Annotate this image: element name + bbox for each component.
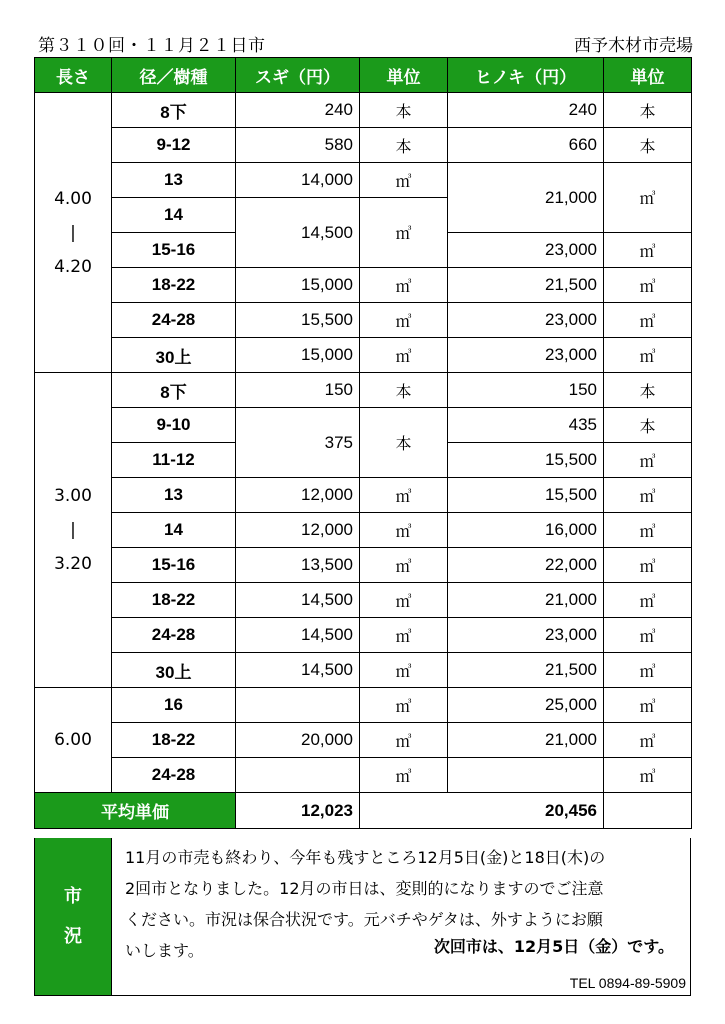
col-header-size: 径／樹種 [112, 58, 236, 93]
hinoki-price: 660 [448, 128, 604, 163]
sugi-price: 20,000 [236, 723, 360, 758]
hinoki-price: 435 [448, 408, 604, 443]
hinoki-unit: ㎥ [604, 583, 692, 618]
hinoki-price: 16,000 [448, 513, 604, 548]
sugi-price: 375 [236, 408, 360, 478]
hinoki-unit: 本 [604, 408, 692, 443]
hinoki-price: 21,500 [448, 653, 604, 688]
size-cell: 11-12 [112, 443, 236, 478]
sugi-price: 14,000 [236, 163, 360, 198]
sugi-price: 13,500 [236, 548, 360, 583]
table-row [35, 128, 692, 163]
hinoki-unit: ㎥ [604, 513, 692, 548]
sugi-price: 15,000 [236, 338, 360, 373]
average-hinoki: 20,456 [448, 793, 604, 829]
hinoki-price: 15,500 [448, 478, 604, 513]
size-cell: 18-22 [112, 723, 236, 758]
sugi-unit: ㎥ [360, 758, 448, 793]
hinoki-price: 240 [448, 93, 604, 128]
hinoki-price: 21,000 [448, 583, 604, 618]
sugi-unit: 本 [360, 93, 448, 128]
hinoki-unit: ㎥ [604, 688, 692, 723]
hinoki-unit: 本 [604, 93, 692, 128]
size-cell: 15-16 [112, 548, 236, 583]
market-line-4: いします。 [125, 941, 204, 960]
size-cell: 8下 [112, 373, 236, 408]
sugi-price [236, 688, 360, 723]
table-row [35, 163, 692, 198]
market-line-2: 2回市となりました。12月の市日は、変則的になりますのでご注意 [125, 879, 604, 898]
length-cell: 6.00 [35, 688, 112, 793]
length-bottom: 4.20 [54, 256, 92, 277]
col-header-sugi-unit: 単位 [360, 58, 448, 93]
sugi-unit: ㎥ [360, 548, 448, 583]
hinoki-unit: ㎥ [604, 618, 692, 653]
sugi-unit: ㎥ [360, 583, 448, 618]
sugi-price: 580 [236, 128, 360, 163]
average-sugi: 12,023 [236, 793, 360, 829]
hinoki-price: 23,000 [448, 303, 604, 338]
hinoki-unit: ㎥ [604, 478, 692, 513]
hinoki-price: 25,000 [448, 688, 604, 723]
sugi-unit: ㎥ [360, 513, 448, 548]
hinoki-price: 21,500 [448, 268, 604, 303]
market-label [35, 838, 112, 995]
sugi-unit: ㎥ [360, 688, 448, 723]
hinoki-unit: ㎥ [604, 443, 692, 478]
table-row [35, 373, 692, 408]
hinoki-unit: ㎥ [604, 303, 692, 338]
table-row [35, 723, 692, 758]
sugi-price [236, 758, 360, 793]
hinoki-price: 23,000 [448, 338, 604, 373]
table-row [35, 338, 692, 373]
market-name: 西予木材市売場 [574, 36, 693, 56]
table-row [35, 303, 692, 338]
size-cell: 9-10 [112, 408, 236, 443]
market-line-3: ください。市況は保合状況です。元バチやゲタは、外すようにお願 [125, 910, 603, 929]
length-sep: | [70, 520, 76, 540]
size-cell: 9-12 [112, 128, 236, 163]
sugi-unit: ㎥ [360, 198, 448, 268]
col-header-hinoki-unit: 単位 [604, 58, 692, 93]
hinoki-unit: ㎥ [604, 653, 692, 688]
sugi-unit: ㎥ [360, 338, 448, 373]
table-row [35, 653, 692, 688]
average-row [35, 793, 692, 829]
market-line-1: 11月の市売も終わり、今年も残すところ12月5日(金)と18日(木)の [125, 848, 606, 867]
sugi-price: 14,500 [236, 618, 360, 653]
table-row [35, 268, 692, 303]
sugi-price: 14,500 [236, 653, 360, 688]
sugi-price: 14,500 [236, 198, 360, 268]
table-row [35, 618, 692, 653]
hinoki-price: 150 [448, 373, 604, 408]
size-cell: 13 [112, 478, 236, 513]
average-label: 平均単価 [35, 793, 236, 829]
size-cell: 13 [112, 163, 236, 198]
hinoki-unit: ㎥ [604, 338, 692, 373]
hinoki-unit: 本 [604, 373, 692, 408]
length-bottom: 3.20 [54, 554, 92, 574]
telephone: TEL 0894-89-5909 [569, 975, 686, 991]
next-market-notice: 次回市は、12月5日（金）です。 [433, 937, 674, 956]
size-cell: 8下 [112, 93, 236, 128]
sugi-price: 12,000 [236, 478, 360, 513]
table-row [35, 758, 692, 793]
size-cell: 30上 [112, 653, 236, 688]
sugi-price: 15,500 [236, 303, 360, 338]
size-cell: 16 [112, 688, 236, 723]
sugi-unit: ㎥ [360, 478, 448, 513]
sugi-unit: ㎥ [360, 303, 448, 338]
sugi-unit: 本 [360, 128, 448, 163]
sugi-price: 14,500 [236, 583, 360, 618]
sugi-unit: ㎥ [360, 618, 448, 653]
size-cell: 18-22 [112, 268, 236, 303]
market-conditions [34, 838, 691, 996]
col-header-length: 長さ [35, 58, 112, 93]
length-cell [35, 93, 112, 373]
sugi-unit: ㎥ [360, 268, 448, 303]
hinoki-price: 23,000 [448, 233, 604, 268]
sugi-price: 15,000 [236, 268, 360, 303]
table-row [35, 478, 692, 513]
market-label-char-2: 況 [64, 925, 82, 947]
hinoki-price: 22,000 [448, 548, 604, 583]
table-row [35, 513, 692, 548]
size-cell: 15-16 [112, 233, 236, 268]
hinoki-price: 23,000 [448, 618, 604, 653]
table-row [35, 688, 692, 723]
hinoki-unit: ㎥ [604, 548, 692, 583]
session-title: 第３１０回・１１月２１日市 [38, 36, 266, 56]
sugi-unit: 本 [360, 373, 448, 408]
table-row [35, 408, 692, 443]
size-cell: 24-28 [112, 618, 236, 653]
hinoki-unit: ㎥ [604, 723, 692, 758]
col-header-hinoki: ヒノキ（円） [448, 58, 604, 93]
size-cell: 14 [112, 198, 236, 233]
hinoki-price [448, 758, 604, 793]
market-label-char-1: 市 [64, 885, 82, 907]
length-sep: | [70, 222, 76, 243]
length-top: 4.00 [54, 188, 92, 209]
hinoki-unit: ㎥ [604, 268, 692, 303]
sugi-unit: ㎥ [360, 723, 448, 758]
sugi-price: 240 [236, 93, 360, 128]
size-cell: 14 [112, 513, 236, 548]
average-sugi-unit [360, 793, 448, 829]
size-cell: 24-28 [112, 758, 236, 793]
sugi-price: 12,000 [236, 513, 360, 548]
hinoki-price: 21,000 [448, 723, 604, 758]
size-cell: 30上 [112, 338, 236, 373]
header-row [35, 58, 692, 93]
table-row [35, 548, 692, 583]
length-cell [35, 373, 112, 688]
price-table [34, 57, 692, 829]
length-top: 3.00 [54, 486, 92, 506]
hinoki-price: 21,000 [448, 163, 604, 233]
size-cell: 24-28 [112, 303, 236, 338]
hinoki-unit: ㎥ [604, 758, 692, 793]
sugi-price: 150 [236, 373, 360, 408]
table-row [35, 583, 692, 618]
hinoki-unit: 本 [604, 128, 692, 163]
hinoki-unit: ㎥ [604, 163, 692, 233]
sugi-unit: ㎥ [360, 653, 448, 688]
average-hinoki-unit [604, 793, 692, 829]
table-row [35, 93, 692, 128]
hinoki-unit: ㎥ [604, 233, 692, 268]
sugi-unit: ㎥ [360, 163, 448, 198]
size-cell: 18-22 [112, 583, 236, 618]
sugi-unit: 本 [360, 408, 448, 478]
col-header-sugi: スギ（円） [236, 58, 360, 93]
hinoki-price: 15,500 [448, 443, 604, 478]
